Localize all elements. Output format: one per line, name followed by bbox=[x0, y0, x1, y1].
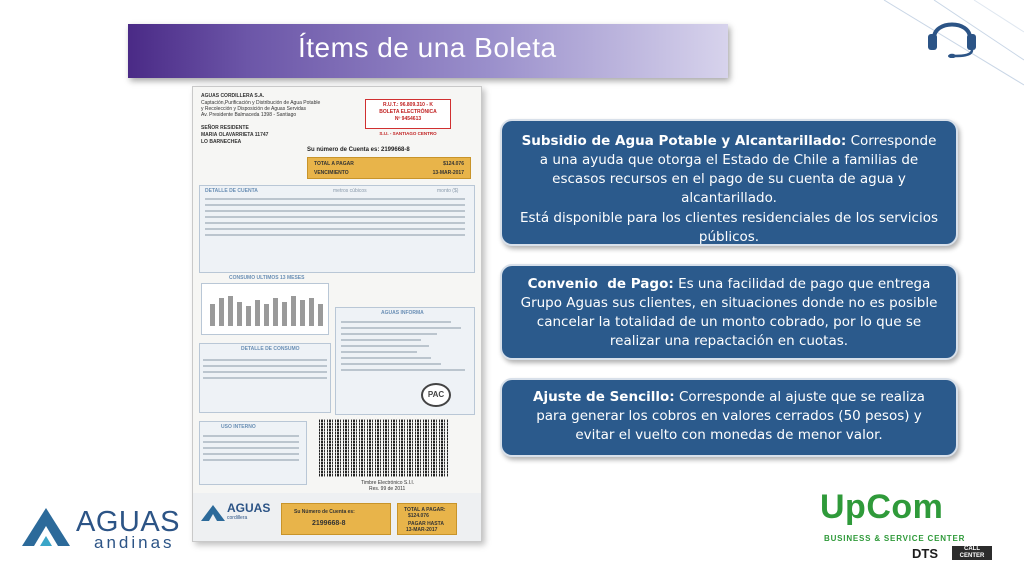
bill-consumo-bar bbox=[237, 302, 242, 326]
bill-sii: S.I.I. - SANTIAGO CENTRO bbox=[379, 131, 437, 136]
card-subsidio bbox=[500, 119, 958, 246]
bill-line bbox=[205, 228, 465, 230]
card-subsidio-paragraph1 bbox=[516, 132, 942, 208]
bill-line bbox=[341, 369, 465, 371]
bill-total-value: $124.076 bbox=[443, 161, 464, 167]
dts-logo-text: DTS bbox=[912, 546, 938, 561]
bill-res: Res. 99 de 2011 bbox=[369, 486, 406, 492]
bill-footer-account-label: Su Número de Cuenta es: bbox=[294, 509, 355, 515]
bill-consumo-bar bbox=[291, 296, 296, 326]
bill-consumo-header: CONSUMO ULTIMOS 13 MESES bbox=[229, 275, 305, 281]
bill-boleta-label: BOLETA ELECTRÓNICA bbox=[379, 109, 437, 115]
bill-internal-use-header: USO INTERNO bbox=[221, 424, 256, 430]
bill-consumo-bar bbox=[219, 298, 224, 326]
bill-line bbox=[205, 198, 465, 200]
bill-line bbox=[203, 453, 299, 455]
bill-consumo-bar bbox=[246, 306, 251, 326]
bill-consumption-detail-header: DETALLE DE CONSUMO bbox=[241, 346, 300, 352]
bill-consumo-bar bbox=[210, 304, 215, 326]
slide-title: Ítems de una Boleta bbox=[298, 32, 557, 63]
bill-consumo-bar bbox=[300, 300, 305, 326]
bill-line bbox=[205, 222, 465, 224]
card-convenio-text: Es una facilidad de pago que entrega Grupo Aguas sus clientes, en situaciones donde no es posible cancelar la totalidad de un monto cobrado, por lo que se realizar una repactación en cuotas. bbox=[520, 276, 938, 349]
bill-line bbox=[205, 210, 465, 212]
bill-line bbox=[203, 435, 299, 437]
bill-line bbox=[205, 204, 465, 206]
bill-monto-header: monto ($) bbox=[437, 188, 459, 194]
call-label: CALL bbox=[964, 546, 980, 552]
bill-rut: R.U.T.: 96.809.310 - K bbox=[382, 102, 434, 108]
bill-consumo-bar bbox=[255, 300, 260, 326]
bill-footer-pagar-fecha: 13-MAR-2017 bbox=[406, 527, 438, 533]
bill-document bbox=[192, 86, 482, 542]
aguas-logo-text: AGUAS bbox=[76, 506, 181, 538]
pac-seal-icon: PAC bbox=[421, 383, 451, 407]
bill-consumo-bar bbox=[309, 298, 314, 326]
bill-footer-total-label: TOTAL A PAGAR: bbox=[404, 507, 446, 513]
bill-customer-address: MARIA OLAVARRIETA 11747 bbox=[201, 132, 269, 138]
bill-consumo-bar bbox=[282, 302, 287, 326]
bill-footer-account-box bbox=[281, 503, 391, 535]
bill-line bbox=[203, 365, 327, 367]
bill-footer-brand: AGUAS bbox=[227, 501, 271, 515]
upcom-logo-subtitle: BUSINESS & SERVICE CENTER bbox=[824, 534, 966, 543]
bill-business-line1: Captación,Purificación y Distribución de Agua Potable bbox=[201, 100, 321, 106]
bill-line bbox=[205, 216, 465, 218]
bill-line bbox=[341, 345, 429, 347]
bill-line bbox=[203, 359, 327, 361]
bill-line bbox=[341, 357, 431, 359]
bill-total-label: TOTAL A PAGAR bbox=[314, 161, 354, 167]
card-subsidio-text2: Está disponible para los clientes residenciales de los servicios públicos. bbox=[519, 210, 939, 245]
bill-due-value: 13-MAR-2017 bbox=[432, 170, 464, 176]
bill-footer-sub: cordillera bbox=[227, 515, 248, 521]
bill-line bbox=[341, 321, 451, 323]
bill-customer-title: SEÑOR RESIDENTE bbox=[201, 125, 249, 131]
bill-line bbox=[203, 441, 299, 443]
bill-consumo-chart bbox=[201, 283, 329, 335]
bill-consumo-bar bbox=[264, 304, 269, 326]
bill-line bbox=[203, 447, 299, 449]
bill-line bbox=[203, 371, 327, 373]
bill-consumo-bar bbox=[318, 304, 323, 326]
bill-aguas-informa-header: AGUAS INFORMA bbox=[381, 310, 424, 316]
bill-line bbox=[341, 333, 437, 335]
bill-due-label: VENCIMIENTO bbox=[314, 170, 349, 176]
bill-account-detail-header: DETALLE DE CUENTA bbox=[205, 188, 258, 194]
card-subsidio-title: Subsidio de Agua Potable y Alcantarillado: bbox=[521, 133, 847, 149]
card-ajuste-title: Ajuste de Sencillo: bbox=[533, 389, 675, 405]
bill-footer-pagar-hasta: PAGAR HASTA bbox=[408, 521, 444, 527]
bill-timbre: Timbre Electrónico S.I.I. bbox=[361, 480, 415, 486]
card-ajuste bbox=[500, 378, 958, 457]
bill-line bbox=[205, 234, 465, 236]
bill-line bbox=[341, 327, 461, 329]
bill-metros-header: metros cúbicos bbox=[333, 188, 367, 194]
aguas-mountain-icon bbox=[22, 502, 70, 548]
andinas-logo-text: andinas bbox=[94, 533, 175, 552]
card-convenio-title: Convenio de Pago: bbox=[527, 276, 674, 292]
bill-barcode bbox=[319, 419, 449, 477]
bill-account: Su número de Cuenta es: 2199668-8 bbox=[307, 147, 410, 153]
bill-line bbox=[341, 351, 417, 353]
bill-footer-total-value: $124.076 bbox=[408, 513, 429, 519]
card-convenio bbox=[500, 264, 958, 360]
card-subsidio-text: Corresponde a una ayuda que otorga el Estado de Chile a familias de escasos recursos en el pago de su cuenta de agua y alcantarillado. bbox=[539, 133, 937, 206]
headset-icon bbox=[920, 8, 984, 58]
bill-line bbox=[203, 377, 327, 379]
bill-rut-box bbox=[365, 99, 451, 129]
bill-footer-total-box bbox=[397, 503, 457, 535]
bill-line bbox=[341, 363, 441, 365]
card-ajuste-text: Corresponde al ajuste que se realiza para generar los cobros en valores cerrados (50 pesos) y evitar el vuelto con monedas de menor valor. bbox=[536, 389, 925, 443]
center-label: CENTER bbox=[959, 553, 985, 559]
bill-aguas-informa bbox=[335, 307, 475, 415]
bill-line bbox=[203, 459, 299, 461]
bill-consumo-bar bbox=[273, 298, 278, 326]
bill-business-line2: y Recolección y Disposición de Aguas Servidas bbox=[201, 106, 307, 112]
bill-footer-account-value: 2199668-8 bbox=[312, 520, 346, 527]
bill-address: Av. Presidente Balmaceda 1398 - Santiago bbox=[201, 112, 297, 118]
bill-boleta-number: Nº 9454613 bbox=[394, 116, 422, 122]
call-center-badge bbox=[952, 546, 992, 560]
bill-total-box bbox=[307, 157, 471, 179]
bill-consumo-bar bbox=[228, 296, 233, 326]
bill-company: AGUAS CORDILLERA S.A. bbox=[201, 93, 265, 99]
bill-customer-commune: LO BARNECHEA bbox=[201, 139, 242, 145]
upcom-logo-text: UpCom bbox=[820, 488, 944, 526]
bill-line bbox=[341, 339, 421, 341]
bill-aguas-logo-icon bbox=[201, 501, 225, 521]
